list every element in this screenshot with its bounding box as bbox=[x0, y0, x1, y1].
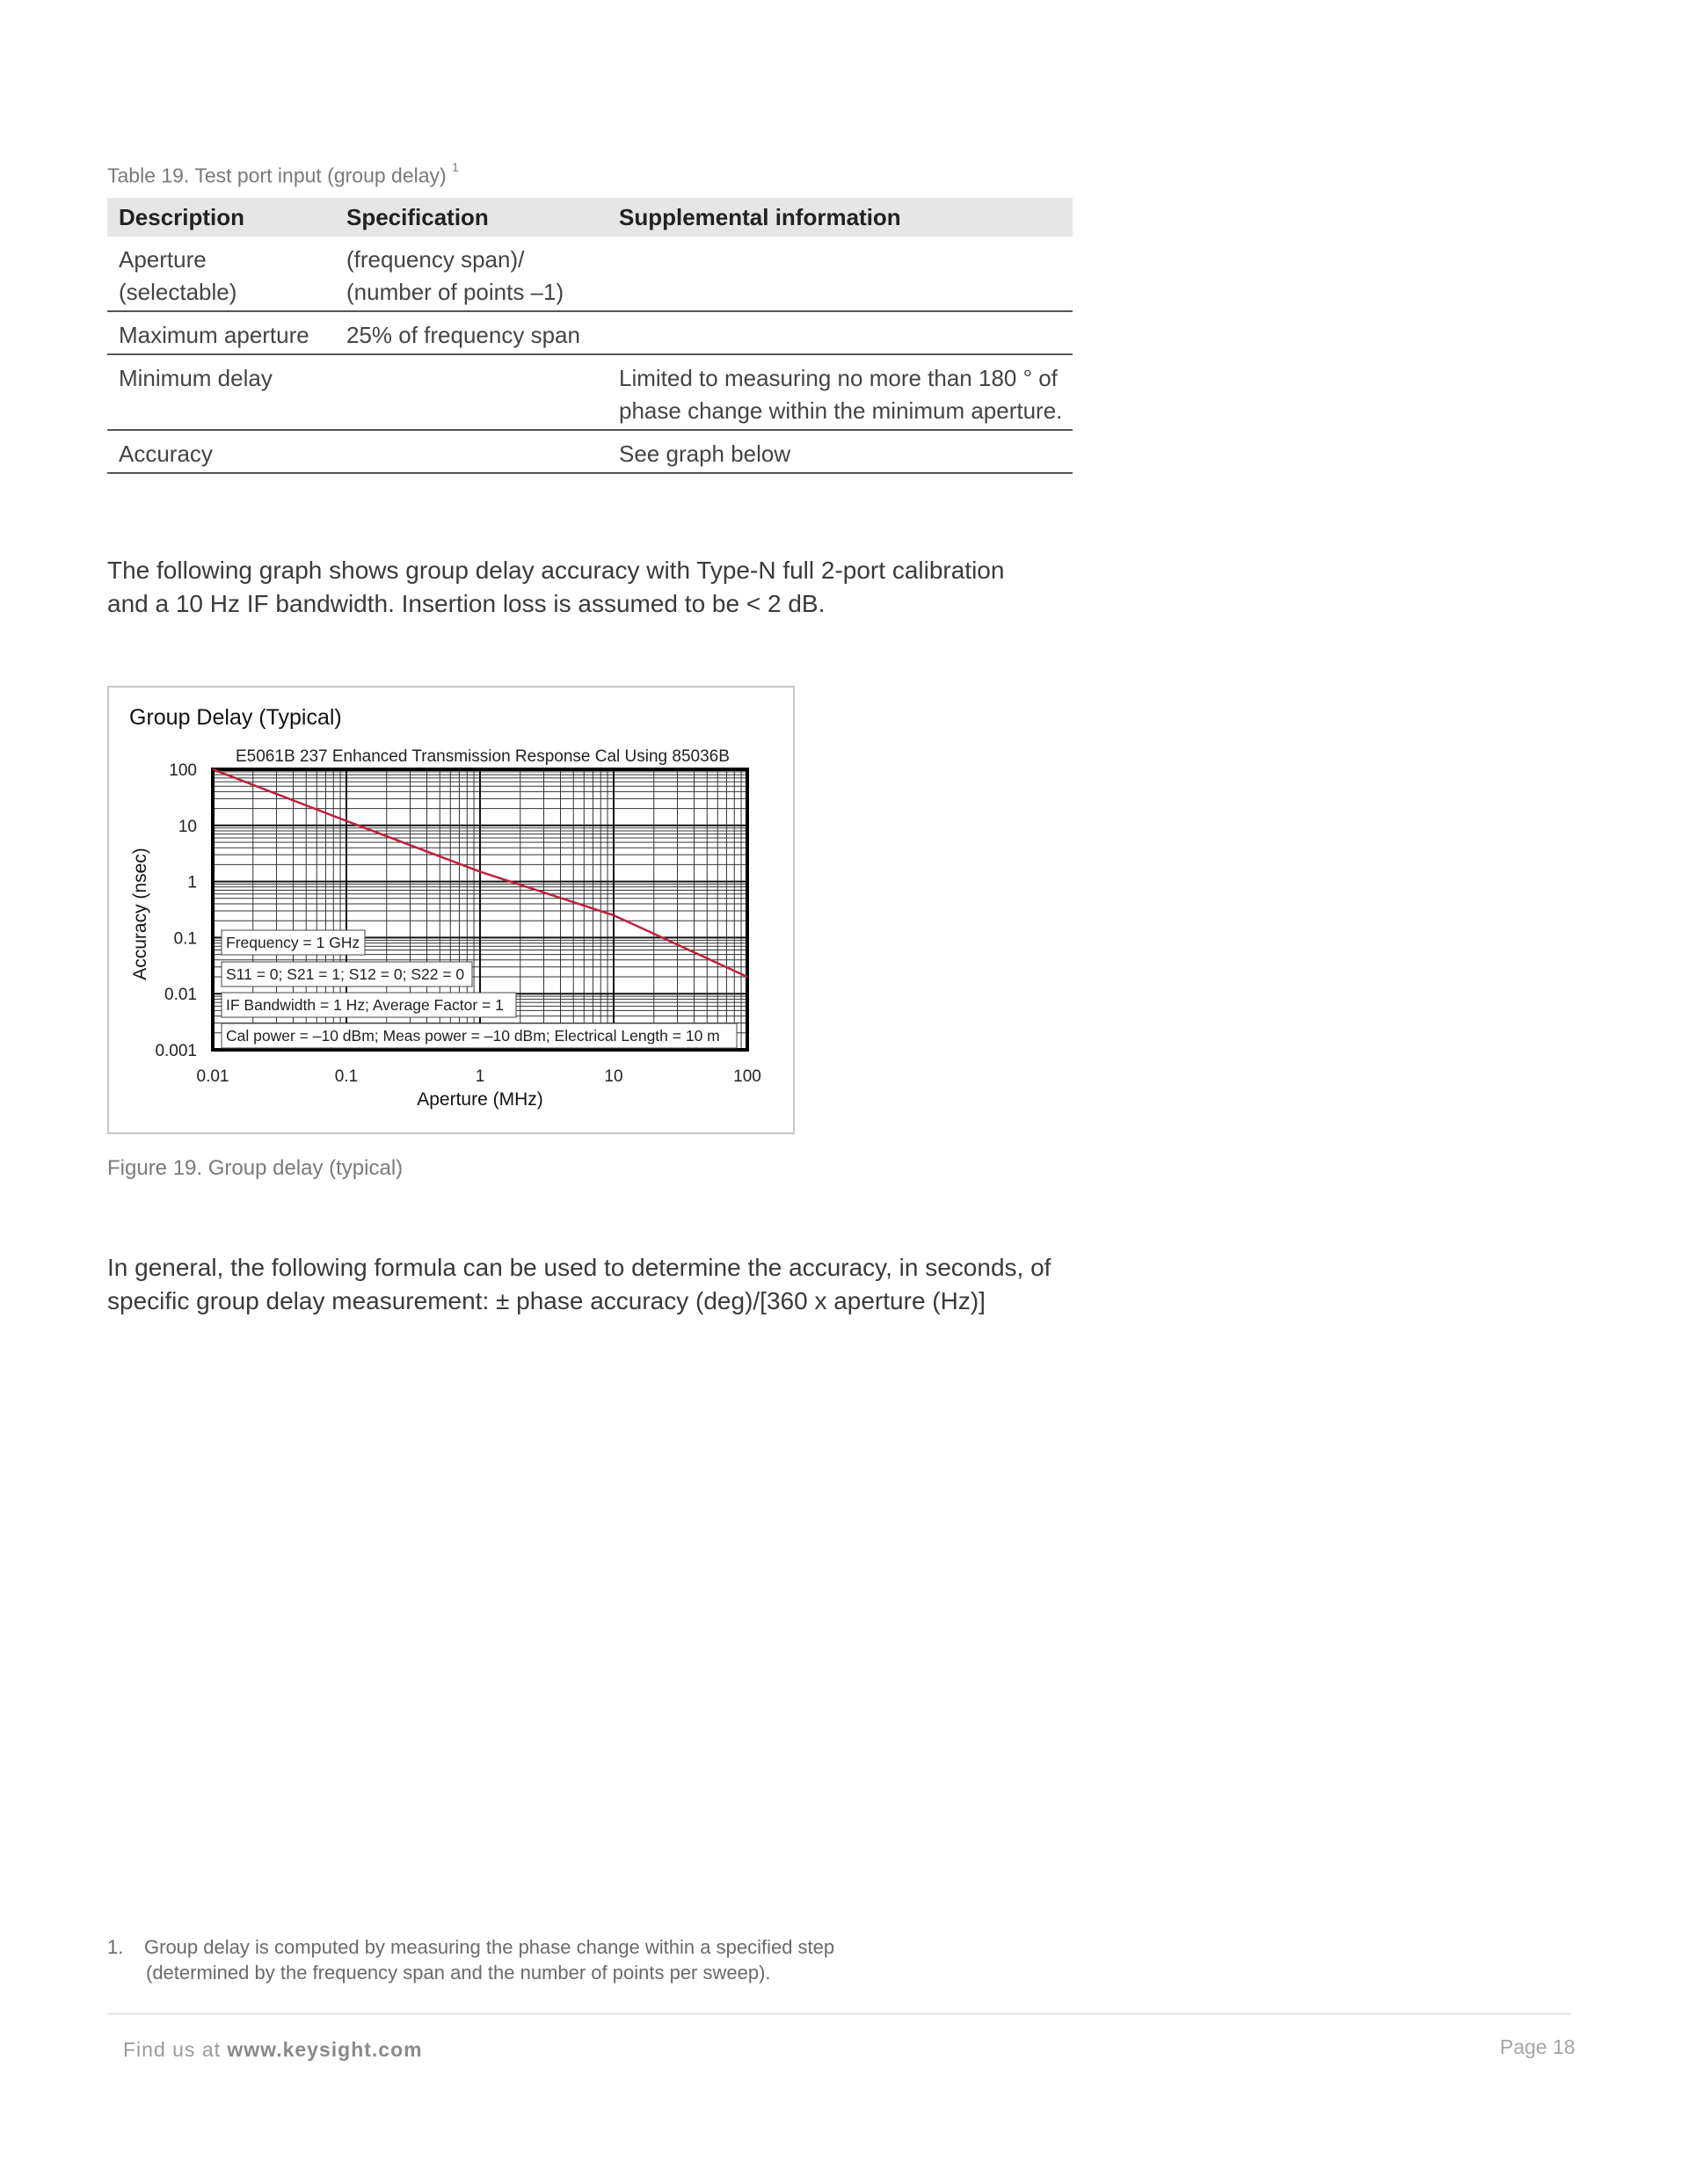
footer-find-us: Find us at www.keysight.com bbox=[123, 2038, 423, 2061]
y-tick-label: 1 bbox=[187, 873, 197, 892]
annotation-text: IF Bandwidth = 1 Hz; Average Factor = 1 bbox=[226, 996, 504, 1014]
annotation-text: S11 = 0; S21 = 1; S12 = 0; S22 = 0 bbox=[226, 965, 465, 983]
x-tick-label: 100 bbox=[733, 1067, 761, 1086]
footer-url-link[interactable]: www.keysight.com bbox=[227, 2038, 423, 2061]
y-tick-label: 0.1 bbox=[173, 929, 197, 949]
table-row bbox=[107, 311, 1073, 354]
page-number: Page 18 bbox=[1500, 2035, 1575, 2058]
x-axis-label: Aperture (MHz) bbox=[417, 1089, 543, 1110]
table-cell: Aperture (selectable) bbox=[107, 237, 335, 311]
table-cell bbox=[608, 311, 1073, 354]
formula-paragraph: In general, the following formula can be used to determine the accuracy, in seconds, of specific group delay measurement: ± phase accuracy (deg)/[360 x aperture (Hz)] bbox=[107, 1254, 1051, 1314]
y-axis-label: Accuracy (nsec) bbox=[130, 848, 150, 980]
footer-divider bbox=[107, 2013, 1571, 2014]
footnote-number: 1. bbox=[107, 1936, 124, 1958]
footnote-text: (determined by the frequency span and the number of points per sweep). bbox=[146, 1962, 771, 1984]
table-cell bbox=[608, 237, 1073, 311]
table-cell: (frequency span)/ (number of points –1) bbox=[335, 237, 608, 311]
footnote-text: Group delay is computed by measuring the phase change within a specified step bbox=[144, 1936, 835, 1958]
table-row bbox=[107, 237, 1073, 311]
table-cell: 25% of frequency span bbox=[335, 311, 608, 354]
table-cell bbox=[335, 354, 608, 430]
table-cell: Minimum delay bbox=[107, 354, 335, 430]
y-tick-label: 10 bbox=[178, 817, 197, 836]
table-row bbox=[107, 430, 1073, 473]
annotation-text: Frequency = 1 GHz bbox=[226, 934, 360, 951]
figure-caption: Figure 19. Group delay (typical) bbox=[107, 1156, 404, 1180]
table-row bbox=[107, 354, 1073, 430]
chart-subtitle: E5061B 237 Enhanced Transmission Response Cal Using 85036B bbox=[236, 747, 730, 766]
column-header: Specification bbox=[335, 198, 608, 237]
footnote bbox=[107, 1934, 834, 1985]
column-header: Description bbox=[107, 198, 335, 237]
column-header: Supplemental information bbox=[608, 198, 1073, 237]
x-tick-label: 0.1 bbox=[334, 1067, 359, 1086]
x-tick-label: 0.01 bbox=[196, 1067, 229, 1086]
table-cell: Maximum aperture bbox=[107, 311, 335, 354]
y-tick-label: 0.001 bbox=[155, 1042, 197, 1060]
y-tick-label: 0.01 bbox=[164, 986, 197, 1005]
y-tick-label: 100 bbox=[169, 761, 197, 780]
table-header-row bbox=[107, 198, 1073, 237]
x-tick-label: 1 bbox=[475, 1067, 485, 1086]
group-delay-chart bbox=[107, 686, 795, 1134]
x-tick-label: 10 bbox=[604, 1067, 623, 1086]
table-cell bbox=[335, 430, 608, 473]
intro-paragraph: The following graph shows group delay accuracy with Type-N full 2-port calibration and a 10 Hz IF bandwidth. Insertion loss is assumed to be < 2 dB. bbox=[107, 557, 1005, 617]
annotation-text: Cal power = –10 dBm; Meas power = –10 dBm; Electrical Length = 10 m bbox=[226, 1027, 720, 1045]
table-cell: Limited to measuring no more than 180 ° of phase change within the minimum aperture. bbox=[608, 354, 1073, 430]
table-caption: Table 19. Test port input (group delay) $^1$ bbox=[107, 160, 459, 187]
chart-title: Group Delay (Typical) bbox=[129, 705, 342, 730]
spec-table bbox=[107, 198, 1073, 474]
table-cell: Accuracy bbox=[107, 430, 335, 473]
chart-canvas bbox=[109, 688, 793, 1132]
table-cell: See graph below bbox=[608, 430, 1073, 473]
